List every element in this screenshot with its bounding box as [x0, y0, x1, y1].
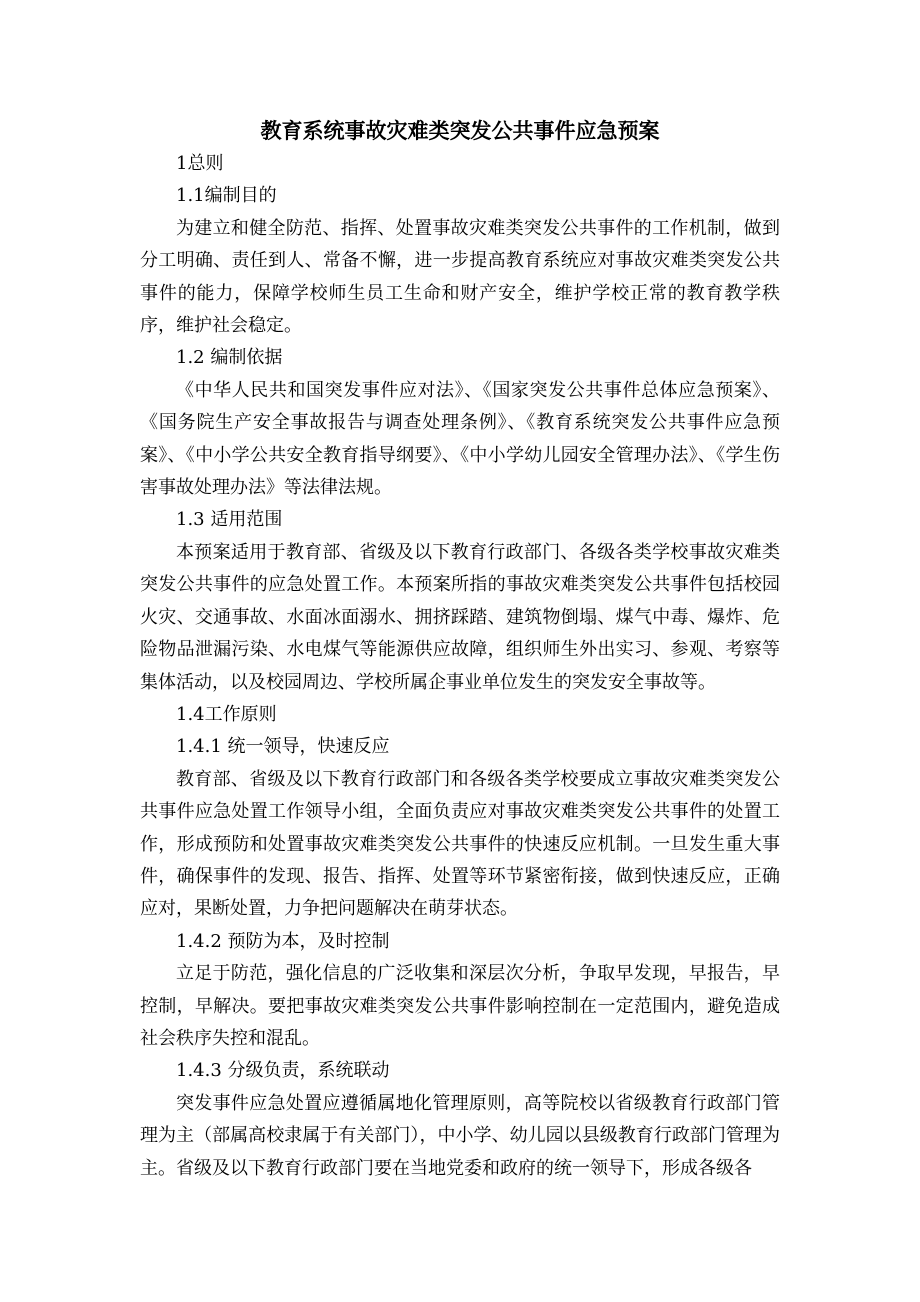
paragraph-responsibility: 突发事件应急处置应遵循属地化管理原则，高等院校以省级教育行政部门管理为主（部属高校隶属于有关部门），中小学、幼儿园以县级教育行政部门管理为主。省级及以下教育行政部门要在当地党委和政府的统一领导下，形成各级各 [140, 1092, 780, 1179]
section-heading-1-2: 1.2 编制依据 [176, 347, 283, 369]
section-heading-1: 1总则 [176, 153, 224, 174]
paragraph-purpose: 为建立和健全防范、指挥、处置事故灾难类突发公共事件的工作机制，做到分工明确、责任到人、常备不懈，进一步提高教育系统应对事故灾难类突发公共事件的能力，保障学校师生员工生命和财产安全，维护学校正常的教育教学秩序，维护社会稳定。 [140, 217, 780, 337]
paragraph-basis: 《中华人民共和国突发事件应对法》、《国家突发公共事件总体应急预案》、《国务院生产安全事故报告与调查处理条例》、《教育系统突发公共事件应急预案》、《中小学公共安全教育指导纲要》、《中小学幼儿园安全管理办法》、《学生伤害事故处理办法》等法律法规。 [140, 379, 780, 499]
paragraph-prevention: 立足于防范，强化信息的广泛收集和深层次分析，争取早发现，早报告，早控制，早解决。要把事故灾难类突发公共事件影响控制在一定范围内，避免造成社会秩序失控和混乱。 [140, 963, 780, 1049]
section-heading-1-4-2: 1.4.2 预防为本，及时控制 [176, 930, 390, 952]
section-heading-1-4-1: 1.4.1 统一领导，快速反应 [176, 736, 390, 758]
document-title: 教育系统事故灾难类突发公共事件应急预案 [260, 119, 660, 143]
document-body [140, 148, 780, 1185]
paragraph-leadership: 教育部、省级及以下教育行政部门和各级各类学校要成立事故灾难类突发公共事件应急处置工作领导小组，全面负责应对事故灾难类突发公共事件的处置工作，形成预防和处置事故灾难类突发公共事件的快速反应机制。一旦发生重大事件，确保事件的发现、报告、指挥、处置等环节紧密衔接，做到快速反应，正确应对，果断处置，力争把问题解决在萌芽状态。 [140, 768, 780, 920]
section-heading-1-4: 1.4工作原则 [176, 703, 277, 725]
paragraph-scope: 本预案适用于教育部、省级及以下教育行政部门、各级各类学校事故灾难类突发公共事件的应急处置工作。本预案所指的事故灾难类突发公共事件包括校园火灾、交通事故、水面冰面溺水、拥挤踩踏、建筑物倒塌、煤气中毒、爆炸、危险物品泄漏污染、水电煤气等能源供应故障，组织师生外出实习、参观、考察等集体活动，以及校园周边、学校所属企事业单位发生的突发安全事故等。 [140, 541, 780, 693]
section-heading-1-3: 1.3 适用范围 [176, 509, 283, 531]
section-heading-1-1: 1.1编制目的 [176, 185, 277, 207]
section-heading-1-4-3: 1.4.3 分级负责，系统联动 [176, 1060, 390, 1082]
